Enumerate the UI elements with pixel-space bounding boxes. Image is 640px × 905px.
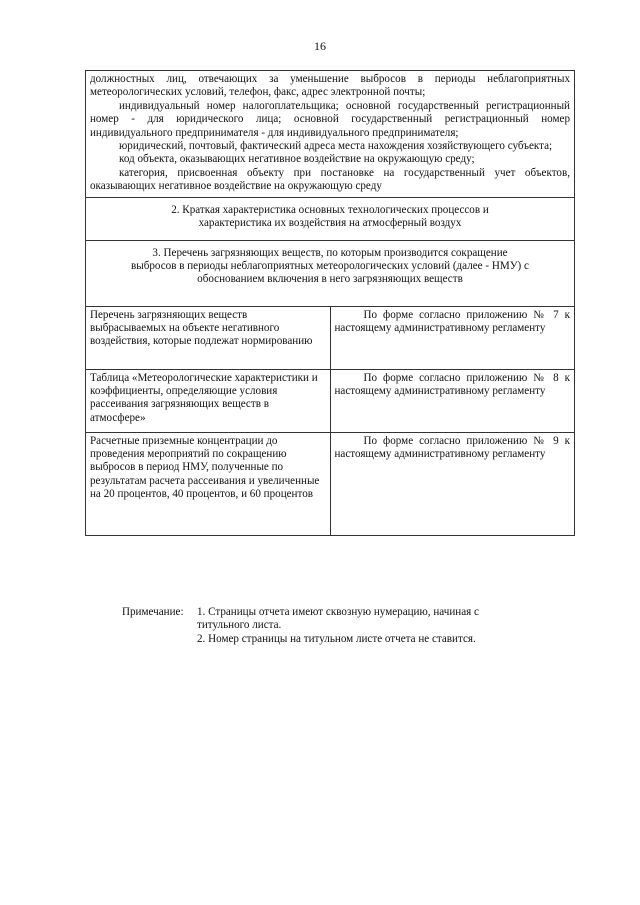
intro-paragraph-1: должностных лиц, отвечающих за уменьшение выбросов в периоды неблагоприятных метеорологических условий, телефон, факс, адрес электронной почты; — [90, 73, 570, 99]
section-3-row — [86, 240, 575, 306]
note-1-continuation — [122, 619, 542, 632]
section-3-heading — [86, 240, 575, 306]
note-2 — [122, 633, 542, 646]
notes-prefix: Примечание: — [122, 606, 184, 618]
section-3-line-3: обоснованием включения в него загрязняющих веществ — [197, 273, 463, 286]
intro-row — [86, 71, 575, 198]
table-row-value — [330, 369, 575, 432]
table-row-value — [330, 306, 575, 369]
note-1-line-2: титульного листа. — [197, 619, 282, 632]
intro-paragraph-3: юридический, почтовый, фактический адреса места нахождения хозяйствующего субъекта; — [119, 140, 553, 153]
table-row — [86, 432, 575, 535]
table-row-label: Перечень загрязняющих веществ выбрасываемых на объекте негативного воздействия, которые подлежат нормированию — [86, 306, 331, 369]
section-2-line-1: 2. Краткая характеристика основных технологических процессов и — [171, 203, 489, 216]
appendix-7-reference: По форме согласно приложению № 7 к настоящему административному регламенту — [334, 308, 570, 335]
section-2-heading — [86, 197, 575, 240]
note-spacer — [122, 633, 197, 646]
intro-paragraph-2: индивидуальный номер налогоплательщика; основной государственный регистрационный номер - для юридического лица; основной государственный регистрационный номер индивидуального предпринимателя - для индивидуального предпринимателя; — [90, 99, 570, 139]
table-row — [86, 306, 575, 369]
appendix-9-reference: По форме согласно приложению № 9 к настоящему административному регламенту — [334, 434, 570, 461]
note-spacer — [122, 619, 197, 632]
intro-cell — [86, 71, 575, 198]
note-2-text: 2. Номер страницы на титульном листе отчета не ставится. — [197, 632, 476, 645]
section-3-line-2: выбросов в периоды неблагоприятных метеорологических условий (далее - НМУ) с — [131, 260, 529, 273]
section-3-line-1: 3. Перечень загрязняющих веществ, по которым производится сокращение — [152, 246, 508, 259]
note-1 — [122, 606, 542, 619]
section-2-line-2: характеристика их воздействия на атмосферный воздух — [198, 217, 462, 230]
intro-paragraph-5: категория, присвоенная объекту при постановке на государственный учет объектов, оказывающих негативное воздействие на окружающую среду — [90, 166, 570, 193]
table-row — [86, 369, 575, 432]
table-row-value — [330, 432, 575, 535]
regulation-table — [85, 70, 575, 536]
page-number: 16 — [314, 39, 326, 53]
table-row-label: Таблица «Метеорологические характеристики и коэффициенты, определяющие условия рассеивания загрязняющих веществ в атмосфере» — [86, 369, 331, 432]
section-2-row — [86, 197, 575, 240]
intro-paragraph-4: код объекта, оказывающих негативное воздействие на окружающую среду; — [119, 153, 475, 166]
appendix-8-reference: По форме согласно приложению № 8 к настоящему административному регламенту — [334, 371, 570, 398]
notes-block — [122, 606, 542, 646]
table-row-label: Расчетные приземные концентрации до проведения мероприятий по сокращению выбросов в период НМУ, полученные по результатам расчета рассеивания и увеличенные на 20 процентов, 40 процентов, и 60 процентов — [86, 432, 331, 535]
note-1-line-1: 1. Страницы отчета имеют сквозную нумерацию, начиная с — [197, 606, 479, 618]
